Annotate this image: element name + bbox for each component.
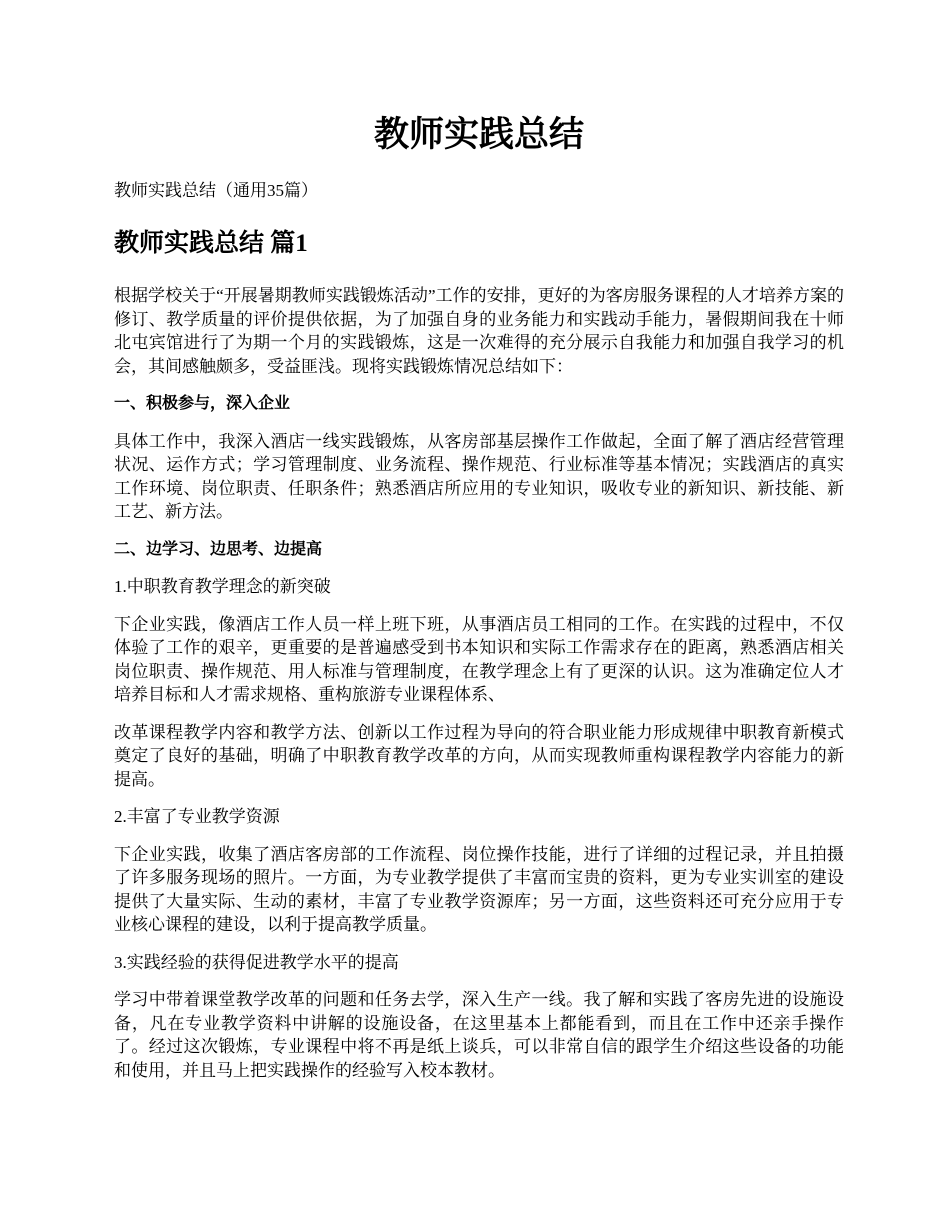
paragraph: 学习中带着课堂教学改革的问题和任务去学，深入生产一线。我了解和实践了客房先进的设施设备，凡在专业教学资料中讲解的设施设备，在这里基本上都能看到，而且在工作中还亲手操作了。经过这次锻炼，专业课程中将不再是纸上谈兵，可以非常自信的跟学生介绍这些设备的功能和使用，并且马上把实践操作的经验写入校本教材。 [114, 990, 844, 1080]
document-title: 教师实践总结 [373, 115, 584, 154]
paragraph: 根据学校关于“开展暑期教师实践锻炼活动”工作的安排，更好的为客房服务课程的人才培养方案的修订、教学质量的评价提供依据，为了加强自身的业务能力和实践动手能力，暑假期间我在十师北屯宾馆进行了为期一个月的实践锻炼，这是一次难得的充分展示自我能力和加强自我学习的机会，其间感触颇多，受益匪浅。现将实践锻炼情况总结如下： [114, 286, 844, 376]
paragraph: 3.实践经验的获得促进教学水平的提高 [114, 952, 399, 972]
section-subheading: 二、边学习、边思考、边提高 [114, 540, 323, 558]
paragraph: 具体工作中，我深入酒店一线实践锻炼，从客房部基层操作工作做起，全面了解了酒店经营管理状况、运作方式；学习管理制度、业务流程、操作规范、行业标准等基本情况；实践酒店的真实工作环境、岗位职责、任职条件；熟悉酒店所应用的专业知识，吸收专业的新知识、新技能、新工艺、新方法。 [114, 431, 844, 521]
paragraph: 下企业实践，收集了酒店客房部的工作流程、岗位操作技能，进行了详细的过程记录，并且拍摄了许多服务现场的照片。一方面，为专业教学提供了丰富而宝贵的资料，更为专业实训室的建设提供了大量实际、生动的素材，丰富了专业教学资源库；另一方面，这些资料还可充分应用于专业核心课程的建设，以利于提高教学质量。 [114, 844, 844, 934]
document-body [114, 284, 844, 1096]
paragraph: 改革课程教学内容和教学方法、创新以工作过程为导向的符合职业能力形成规律中职教育新模式奠定了良好的基础，明确了中职教育教学改革的方向，从而实现教师重构课程教学内容能力的新提高。 [114, 722, 844, 789]
paragraph: 1.中职教育教学理念的新突破 [114, 577, 331, 596]
section-heading: 教师实践总结 篇1 [114, 230, 308, 257]
document-subtitle: 教师实践总结（通用35篇） [114, 181, 318, 200]
paragraph: 2.丰富了专业教学资源 [114, 807, 280, 826]
paragraph: 下企业实践，像酒店工作人员一样上班下班，从事酒店员工相同的工作。在实践的过程中，不仅体验了工作的艰辛，更重要的是普遍感受到书本知识和实际工作需求存在的距离，熟悉酒店相关岗位职责、操作规范、用人标准与管理制度，在教学理念上有了更深的认识。这为准确定位人才培养目标和人才需求规格、重构旅游专业课程体系、 [114, 614, 844, 704]
section-subheading: 一、积极参与，深入企业 [114, 395, 291, 412]
